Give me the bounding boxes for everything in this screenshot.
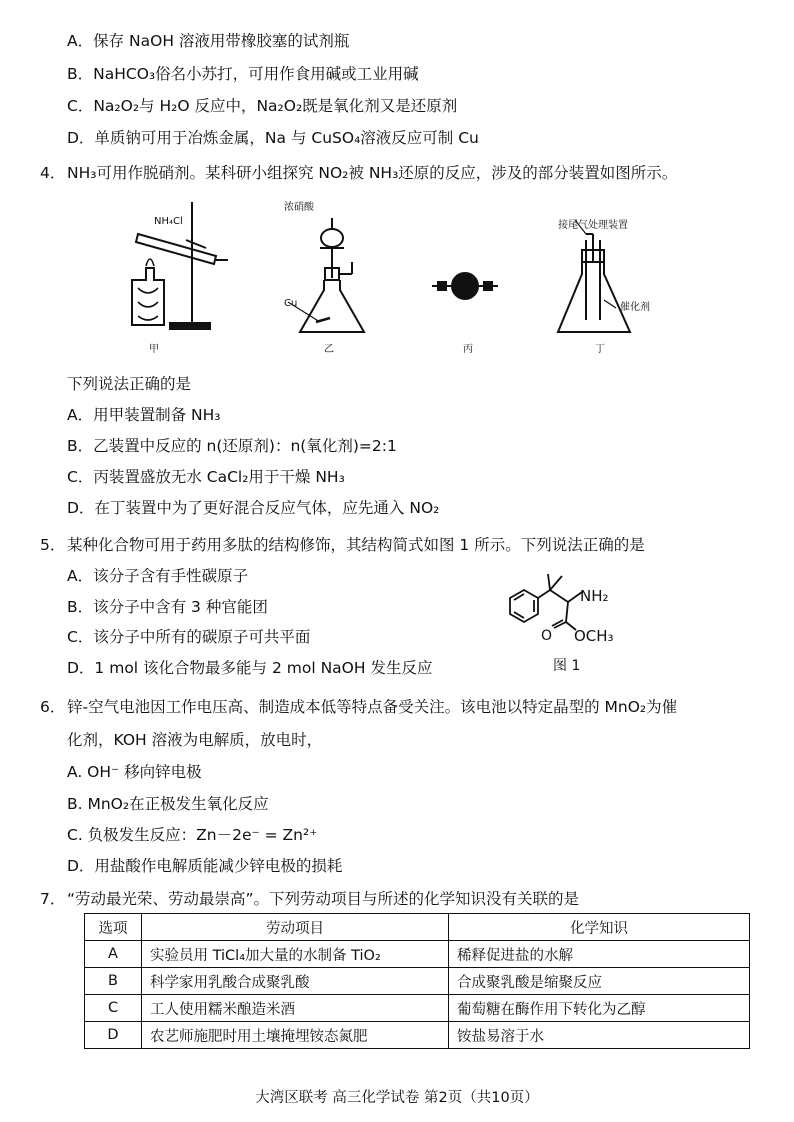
q5-stem: 某种化合物可用于药用多肽的结构修饰，其结构简式如图 1 所示。下列说法正确的是 xyxy=(67,536,645,554)
q6-number: 6． xyxy=(40,698,66,716)
table-cell-project: 科学家用乳酸合成聚乳酸 xyxy=(142,968,449,995)
caption-bing: 丙 xyxy=(463,344,473,355)
q6-option-a: A. OH⁻ 移向锌电极 xyxy=(67,763,202,781)
q4-prompt: 下列说法正确的是 xyxy=(67,375,192,393)
q3-option-b: B．NaHCO₃俗名小苏打，可用作食用碱或工业用碱 xyxy=(67,65,419,83)
q5-option-b: B．该分子中含有 3 种官能团 xyxy=(67,598,268,616)
table-cell-option: D xyxy=(85,1022,142,1049)
q3-option-d: D．单质钠可用于冶炼金属，Na 与 CuSO₄溶液反应可制 Cu xyxy=(67,129,479,147)
q5-number: 5． xyxy=(40,536,66,554)
table-row xyxy=(85,995,750,1022)
apparatus-bing xyxy=(432,273,498,299)
caption-ding: 丁 xyxy=(595,344,605,355)
q4-stem: NH₃可用作脱硝剂。某科研小组探究 NO₂被 NH₃还原的反应，涉及的部分装置如图所示。 xyxy=(67,164,678,182)
apparatus-yi xyxy=(288,218,364,332)
table-cell-option: C xyxy=(85,995,142,1022)
table-header-project: 劳动项目 xyxy=(142,914,449,941)
q6-option-c: C. 负极发生反应：Zn－2e⁻ = Zn²⁺ xyxy=(67,826,318,844)
table-row xyxy=(85,968,750,995)
label-tail-gas: 接尾气处理装置 xyxy=(558,220,628,231)
table-cell-knowledge: 合成聚乳酸是缩聚反应 xyxy=(449,968,750,995)
q5-option-d: D．1 mol 该化合物最多能与 2 mol NaOH 发生反应 xyxy=(67,659,433,677)
q4-option-b: B．乙装置中反应的 n(还原剂)：n(氧化剂)=2:1 xyxy=(67,437,397,455)
table-cell-project: 农艺师施肥时用土壤掩埋铵态氮肥 xyxy=(142,1022,449,1049)
q4-option-d: D．在丁装置中为了更好混合反应气体，应先通入 NO₂ xyxy=(67,499,440,517)
structure-nh2: NH₂ xyxy=(580,587,609,605)
q4-option-c: C．丙装置盛放无水 CaCl₂用于干燥 NH₃ xyxy=(67,468,345,486)
q4-option-a: A．用甲装置制备 NH₃ xyxy=(67,406,221,424)
q7-number: 7． xyxy=(40,890,66,908)
label-nh4cl: NH₄Cl xyxy=(154,216,183,227)
structure-caption: 图 1 xyxy=(553,658,581,674)
q7-stem: “劳动最光荣、劳动最崇高”。下列劳动项目与所述的化学知识没有关联的是 xyxy=(67,890,580,908)
q5-option-c: C．该分子中所有的碳原子可共平面 xyxy=(67,628,311,646)
page-footer: 大湾区联考 高三化学试卷 第2页（共10页） xyxy=(255,1090,539,1106)
table-row xyxy=(85,1022,750,1049)
structure-och3: OCH₃ xyxy=(574,627,614,645)
q6-stem-line2: 化剂，KOH 溶液为电解质，放电时， xyxy=(67,731,323,749)
table-cell-project: 实验员用 TiCl₄加大量的水制备 TiO₂ xyxy=(142,941,449,968)
structure-o: O xyxy=(541,628,553,644)
labor-table xyxy=(84,913,750,1049)
q4-number: 4． xyxy=(40,164,66,182)
table-cell-project: 工人使用糯米酿造米酒 xyxy=(142,995,449,1022)
apparatus-ding xyxy=(558,220,630,332)
q6-option-b: B. MnO₂在正极发生氧化反应 xyxy=(67,795,269,813)
table-cell-option: B xyxy=(85,968,142,995)
table-header-option: 选项 xyxy=(85,914,142,941)
caption-yi: 乙 xyxy=(324,344,334,355)
table-cell-knowledge: 葡萄糖在酶作用下转化为乙醇 xyxy=(449,995,750,1022)
q3-option-a: A．保存 NaOH 溶液用带橡胶塞的试剂瓶 xyxy=(67,32,350,50)
table-header-row xyxy=(85,914,750,941)
caption-jia: 甲 xyxy=(149,344,159,355)
table-cell-option: A xyxy=(85,941,142,968)
q6-option-d: D．用盐酸作电解质能减少锌电极的损耗 xyxy=(67,857,343,875)
label-catalyst: 催化剂 xyxy=(620,302,650,313)
table-cell-knowledge: 铵盐易溶于水 xyxy=(449,1022,750,1049)
structure-figure xyxy=(490,570,650,652)
table-cell-knowledge: 稀释促进盐的水解 xyxy=(449,941,750,968)
q5-option-a: A．该分子含有手性碳原子 xyxy=(67,567,249,585)
apparatus-figure xyxy=(120,190,660,370)
table-row xyxy=(85,941,750,968)
q3-option-c: C．Na₂O₂与 H₂O 反应中，Na₂O₂既是氧化剂又是还原剂 xyxy=(67,97,458,115)
q6-stem-line1: 锌-空气电池因工作电压高、制造成本低等特点备受关注。该电池以特定晶型的 MnO₂为催 xyxy=(67,698,678,716)
table-header-knowledge: 化学知识 xyxy=(449,914,750,941)
label-conc-acid: 浓硝酸 xyxy=(284,202,314,213)
label-cu: Cu xyxy=(284,298,298,309)
